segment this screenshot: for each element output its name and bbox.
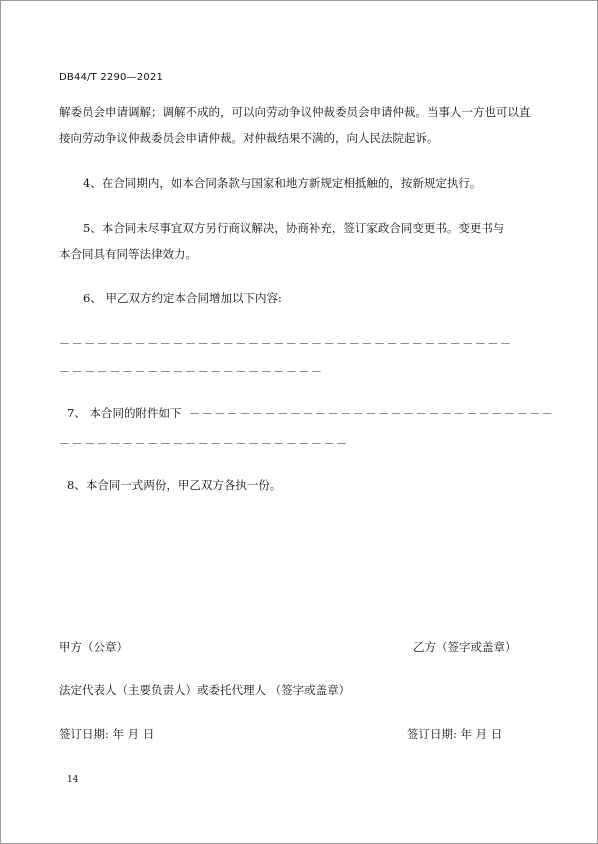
clause-5-line1: 5、本合同未尽事宜双方另行商议解决，协商补充，签订家政合同变更书。变更书与: [83, 221, 505, 235]
clause-8: 8、本合同一式两份，甲乙双方各执一份。: [67, 478, 282, 492]
signing-date-b: 签订日期: 年 月 日: [407, 727, 503, 741]
signing-date-a: 签订日期: 年 月 日: [59, 727, 155, 741]
party-b-label: 乙方（签字或盖章）: [413, 640, 517, 654]
clause-5-line2: 本合同具有同等法律效力。: [59, 247, 197, 261]
paragraph-line: 解委员会申请调解；调解不成的，可以向劳动争议仲裁委员会申请仲裁。当事人一方也可以直: [59, 105, 531, 119]
fill-in-line: －－－－－－－－－－－－－－－－－－－－－－－: [59, 437, 349, 450]
fill-in-line: －－－－－－－－－－－－－－－－－－－－－－－－－－－－－－－－－－－－: [59, 337, 513, 350]
clause-4: 4、在合同期内，如本合同条款与国家和地方新规定相抵触的，按新规定执行。: [83, 176, 482, 190]
clause-7-label: 7、 本合同的附件如下: [67, 406, 182, 420]
paragraph-line: 接向劳动争议仲裁委员会申请仲裁。对仲裁结果不满的，向人民法院起诉。: [59, 131, 439, 145]
standard-code: DB44/T 2290—2021: [59, 72, 164, 83]
legal-representative-label: 法定代表人（主要负责人）或委托代理人 （签字或盖章）: [59, 683, 351, 697]
fill-in-line: －－－－－－－－－－－－－－－－－－－－－: [59, 365, 324, 378]
party-a-label: 甲方（公章）: [59, 640, 128, 654]
page-number: 14: [67, 775, 79, 785]
fill-in-line: －－－－－－－－－－－－－－－－－－－－－－－－－－－－－: [189, 407, 555, 420]
clause-6: 6、 甲乙双方约定本合同增加以下内容:: [83, 291, 282, 305]
